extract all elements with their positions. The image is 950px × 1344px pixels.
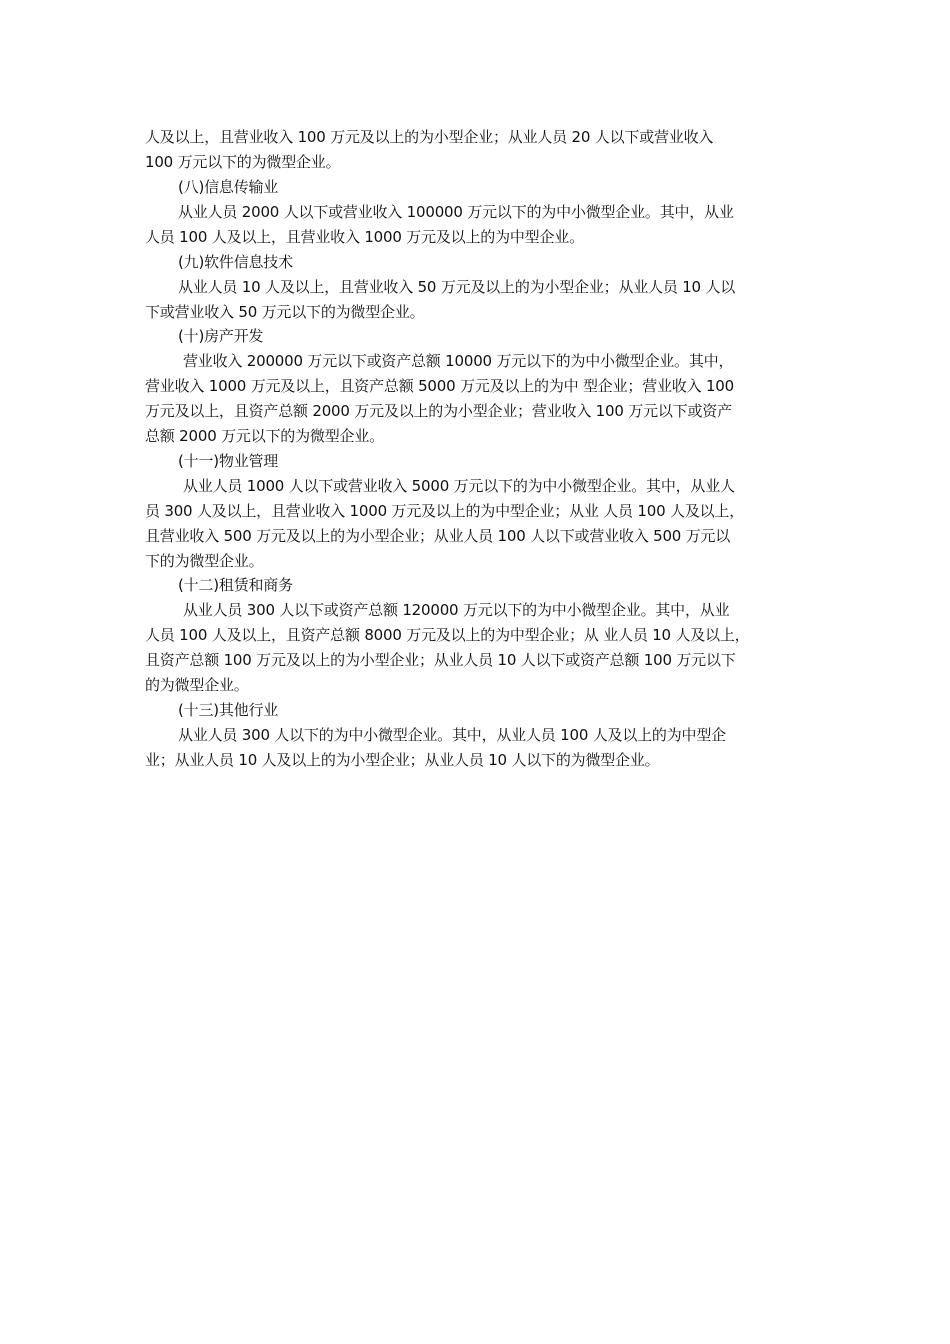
- section-heading: (十三)其他行业: [178, 701, 279, 719]
- body-text-line: 且营业收入 500 万元及以上的为小型企业；从业人员 100 人以下或营业收入 500 万元以: [145, 527, 731, 545]
- body-text-line: 人员 100 人及以上，且资产总额 8000 万元及以上的为中型企业；从 业人员 10 人及以上，: [145, 626, 750, 644]
- body-text-line: 业；从业人员 10 人及以上的为小型企业；从业人员 10 人以下的为微型企业。: [145, 751, 660, 769]
- body-text-line: 100 万元以下的为微型企业。: [145, 153, 341, 171]
- section-heading: (十二)租赁和商务: [178, 576, 293, 594]
- body-text-line: 且资产总额 100 万元及以上的为小型企业；从业人员 10 人以下或资产总额 100 万元以下: [145, 651, 736, 669]
- section-heading: (八)信息传输业: [178, 178, 279, 196]
- body-text-line: 总额 2000 万元以下的为微型企业。: [145, 427, 384, 445]
- body-text-line: 从业人员 1000 人以下或营业收入 5000 万元以下的为中小微型企业。其中，从业人: [183, 477, 735, 495]
- body-text-line: 从业人员 10 人及以上，且营业收入 50 万元及以上的为小型企业；从业人员 10 人以: [178, 278, 736, 296]
- body-text-line: 下的为微型企业。: [145, 552, 264, 570]
- body-text-line: 下或营业收入 50 万元以下的为微型企业。: [145, 303, 425, 321]
- body-text-line: 人员 100 人及以上，且营业收入 1000 万元及以上的为中型企业。: [145, 228, 584, 246]
- section-heading: (十)房产开发: [178, 327, 264, 345]
- body-text-line: 人及以上，且营业收入 100 万元及以上的为小型企业；从业人员 20 人以下或营业收入: [145, 128, 714, 146]
- section-heading: (十一)物业管理: [178, 452, 279, 470]
- body-text-line: 万元及以上，且资产总额 2000 万元及以上的为小型企业；营业收入 100 万元以下或资产: [145, 402, 732, 420]
- body-text-line: 从业人员 300 人以下或资产总额 120000 万元以下的为中小微型企业。其中，从业: [183, 601, 730, 619]
- body-text-line: 从业人员 300 人以下的为中小微型企业。其中，从业人员 100 人及以上的为中型企: [178, 726, 726, 744]
- body-text-line: 营业收入 1000 万元及以上，且资产总额 5000 万元及以上的为中 型企业；营业收入 100: [145, 377, 734, 395]
- body-text-line: 从业人员 2000 人以下或营业收入 100000 万元以下的为中小微型企业。其中，从业: [178, 203, 734, 221]
- body-text-line: 员 300 人及以上，且营业收入 1000 万元及以上的为中型企业；从业 人员 100 人及以上，: [145, 502, 745, 520]
- body-text-line: 营业收入 200000 万元以下或资产总额 10000 万元以下的为中小微型企业。其中，: [183, 352, 734, 370]
- section-heading: (九)软件信息技术: [178, 253, 293, 271]
- body-text-line: 的为微型企业。: [145, 676, 249, 694]
